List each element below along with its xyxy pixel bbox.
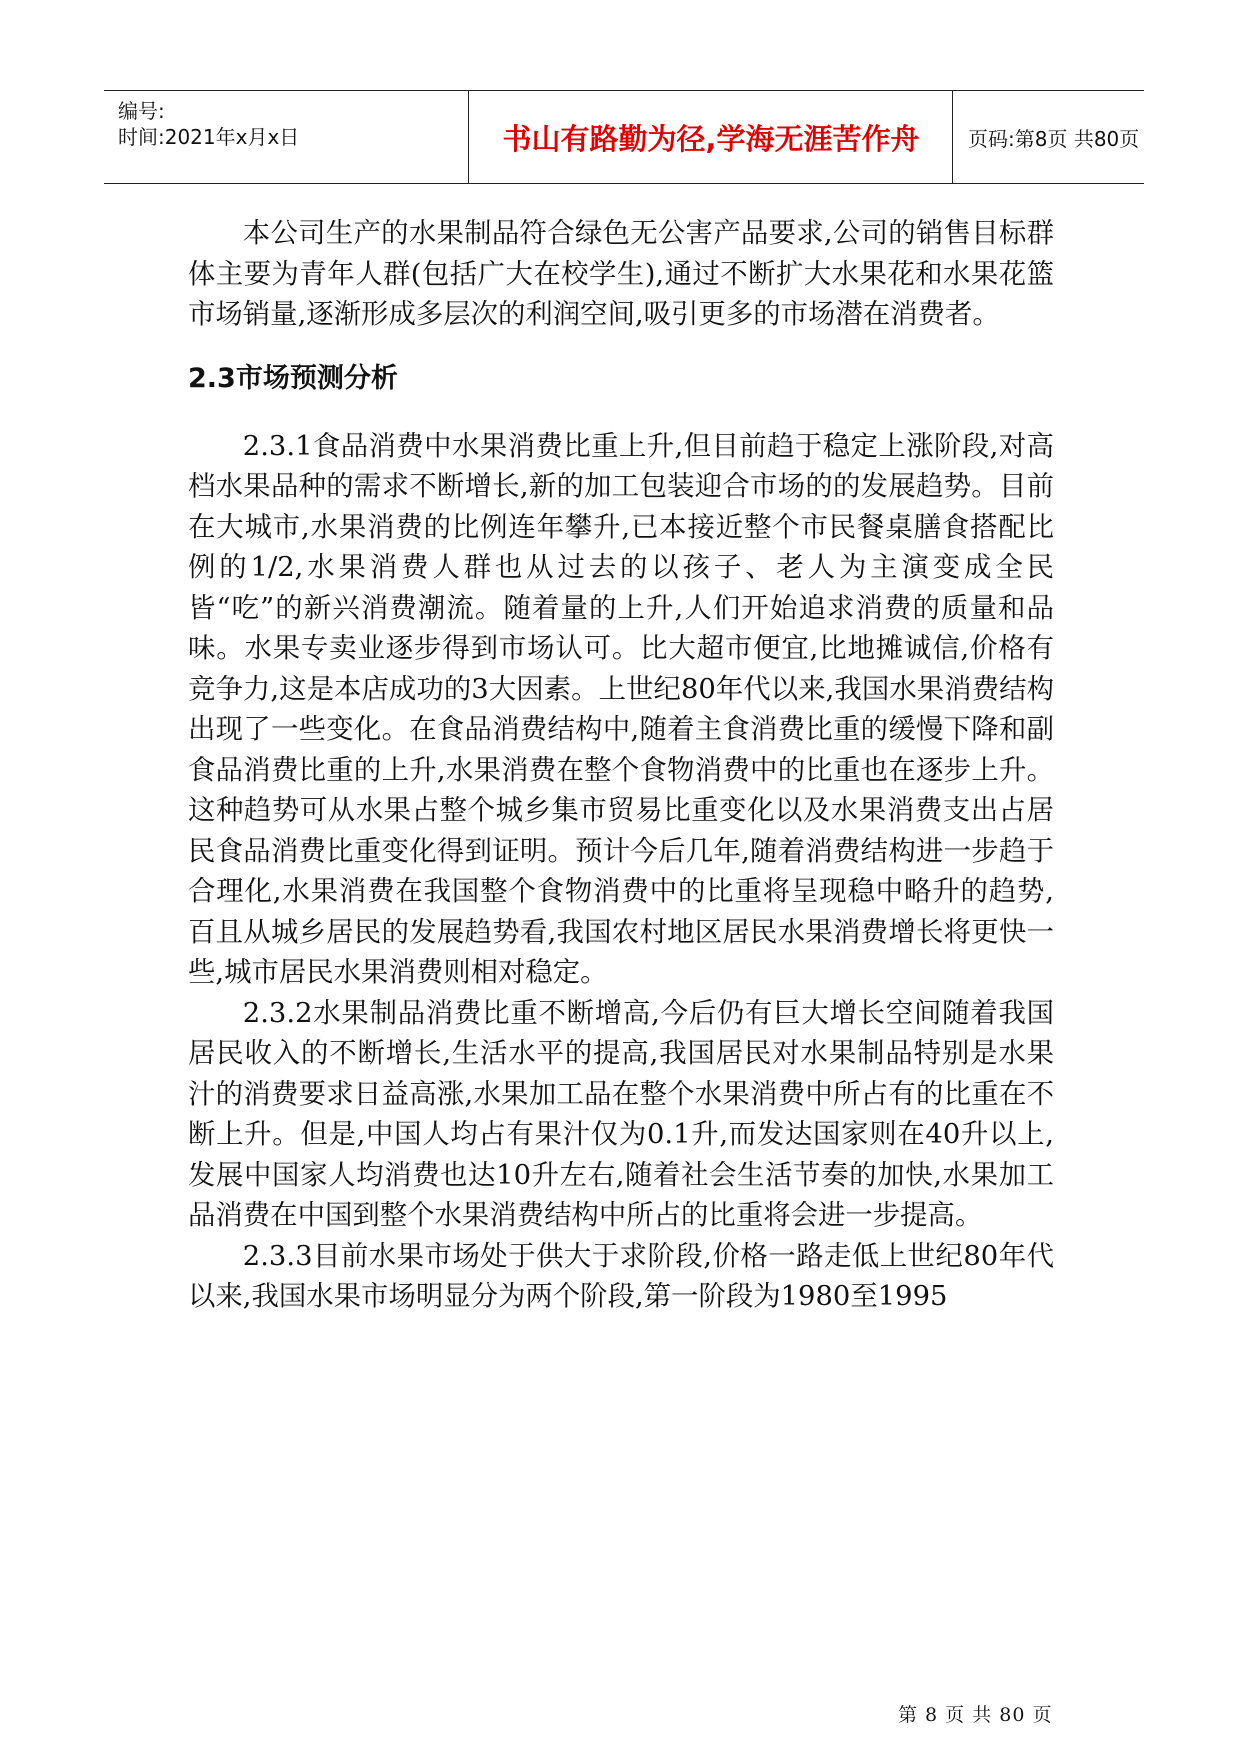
paragraph-2-3-1: 2.3.1食品消费中水果消费比重上升,但目前趋于稳定上涨阶段,对高档水果品种的需求不断增长,新的加工包装迎合市场的的发展趋势。目前在大城市,水果消费的比例连年攀升,已本接近整个市民餐桌膳食搭配比例的1/2,水果消费人群也从过去的以孩子、老人为主演变成全民皆“吃”的新兴消费潮流。随着量的上升,人们开始追求消费的质量和品味。水果专卖业逐步得到市场认可。比大超市便宜,比地摊诚信,价格有竞争力,这是本店成功的3大因素。上世纪80年代以来,我国水果消费结构出现了一些变化。在食品消费结构中,随着主食消费比重的缓慢下降和副食品消费比重的上升,水果消费在整个食物消费中的比重也在逐步上升。这种趋势可从水果占整个城乡集市贸易比重变化以及水果消费支出占居民食品消费比重变化得到证明。预计今后几年,随着消费结构进一步趋于合理化,水果消费在我国整个食物消费中的比重将呈现稳中略升的趋势,百且从城乡居民的发展趋势看,我国农村地区居民水果消费增长将更快一些,城市居民水果消费则相对稳定。 bbox=[188, 430, 1054, 988]
paragraph-2-3-2: 2.3.2水果制品消费比重不断增高,今后仍有巨大增长空间随着我国居民收入的不断增长,生活水平的提高,我国居民对水果制品特别是水果汁的消费要求日益高涨,水果加工品在整个水果消费中所占有的比重在不断上升。但是,中国人均占有果汁仅为0.1升,而发达国家则在40升以上,发展中国家人均消费也达10升左右,随着社会生活节奏的加快,水果加工品消费在中国到整个水果消费结构中所占的比重将会进一步提高。 bbox=[188, 997, 1054, 1231]
document-date-label: 时间:2021年x月x日 bbox=[118, 125, 300, 149]
document-body bbox=[188, 214, 1054, 1318]
paragraph-target-customers: 本公司生产的水果制品符合绿色无公害产品要求,公司的销售目标群体主要为青年人群(包括广大在校学生),通过不断扩大水果花和水果花篮市场销量,逐渐形成多层次的利润空间,吸引更多的市场潜在消费者。 bbox=[188, 218, 1054, 330]
header-divider bbox=[468, 91, 469, 183]
document-number-label: 编号: bbox=[118, 99, 165, 123]
page-footer: 第 8 页 共 80 页 bbox=[898, 1704, 1053, 1726]
paragraph-2-3-3: 2.3.3目前水果市场处于供大于求阶段,价格一路走低上世纪80年代以来,我国水果市场明显分为两个阶段,第一阶段为1980至1995 bbox=[188, 1240, 1054, 1312]
page-header bbox=[104, 90, 1144, 184]
header-page-info: 页码:第8页 共80页 bbox=[968, 126, 1140, 151]
header-motto: 书山有路勤为径,学海无涯苦作舟 bbox=[502, 121, 920, 156]
header-info-cell bbox=[118, 91, 468, 183]
section-title: 2.3市场预测分析 bbox=[188, 362, 398, 394]
header-divider bbox=[952, 91, 953, 183]
